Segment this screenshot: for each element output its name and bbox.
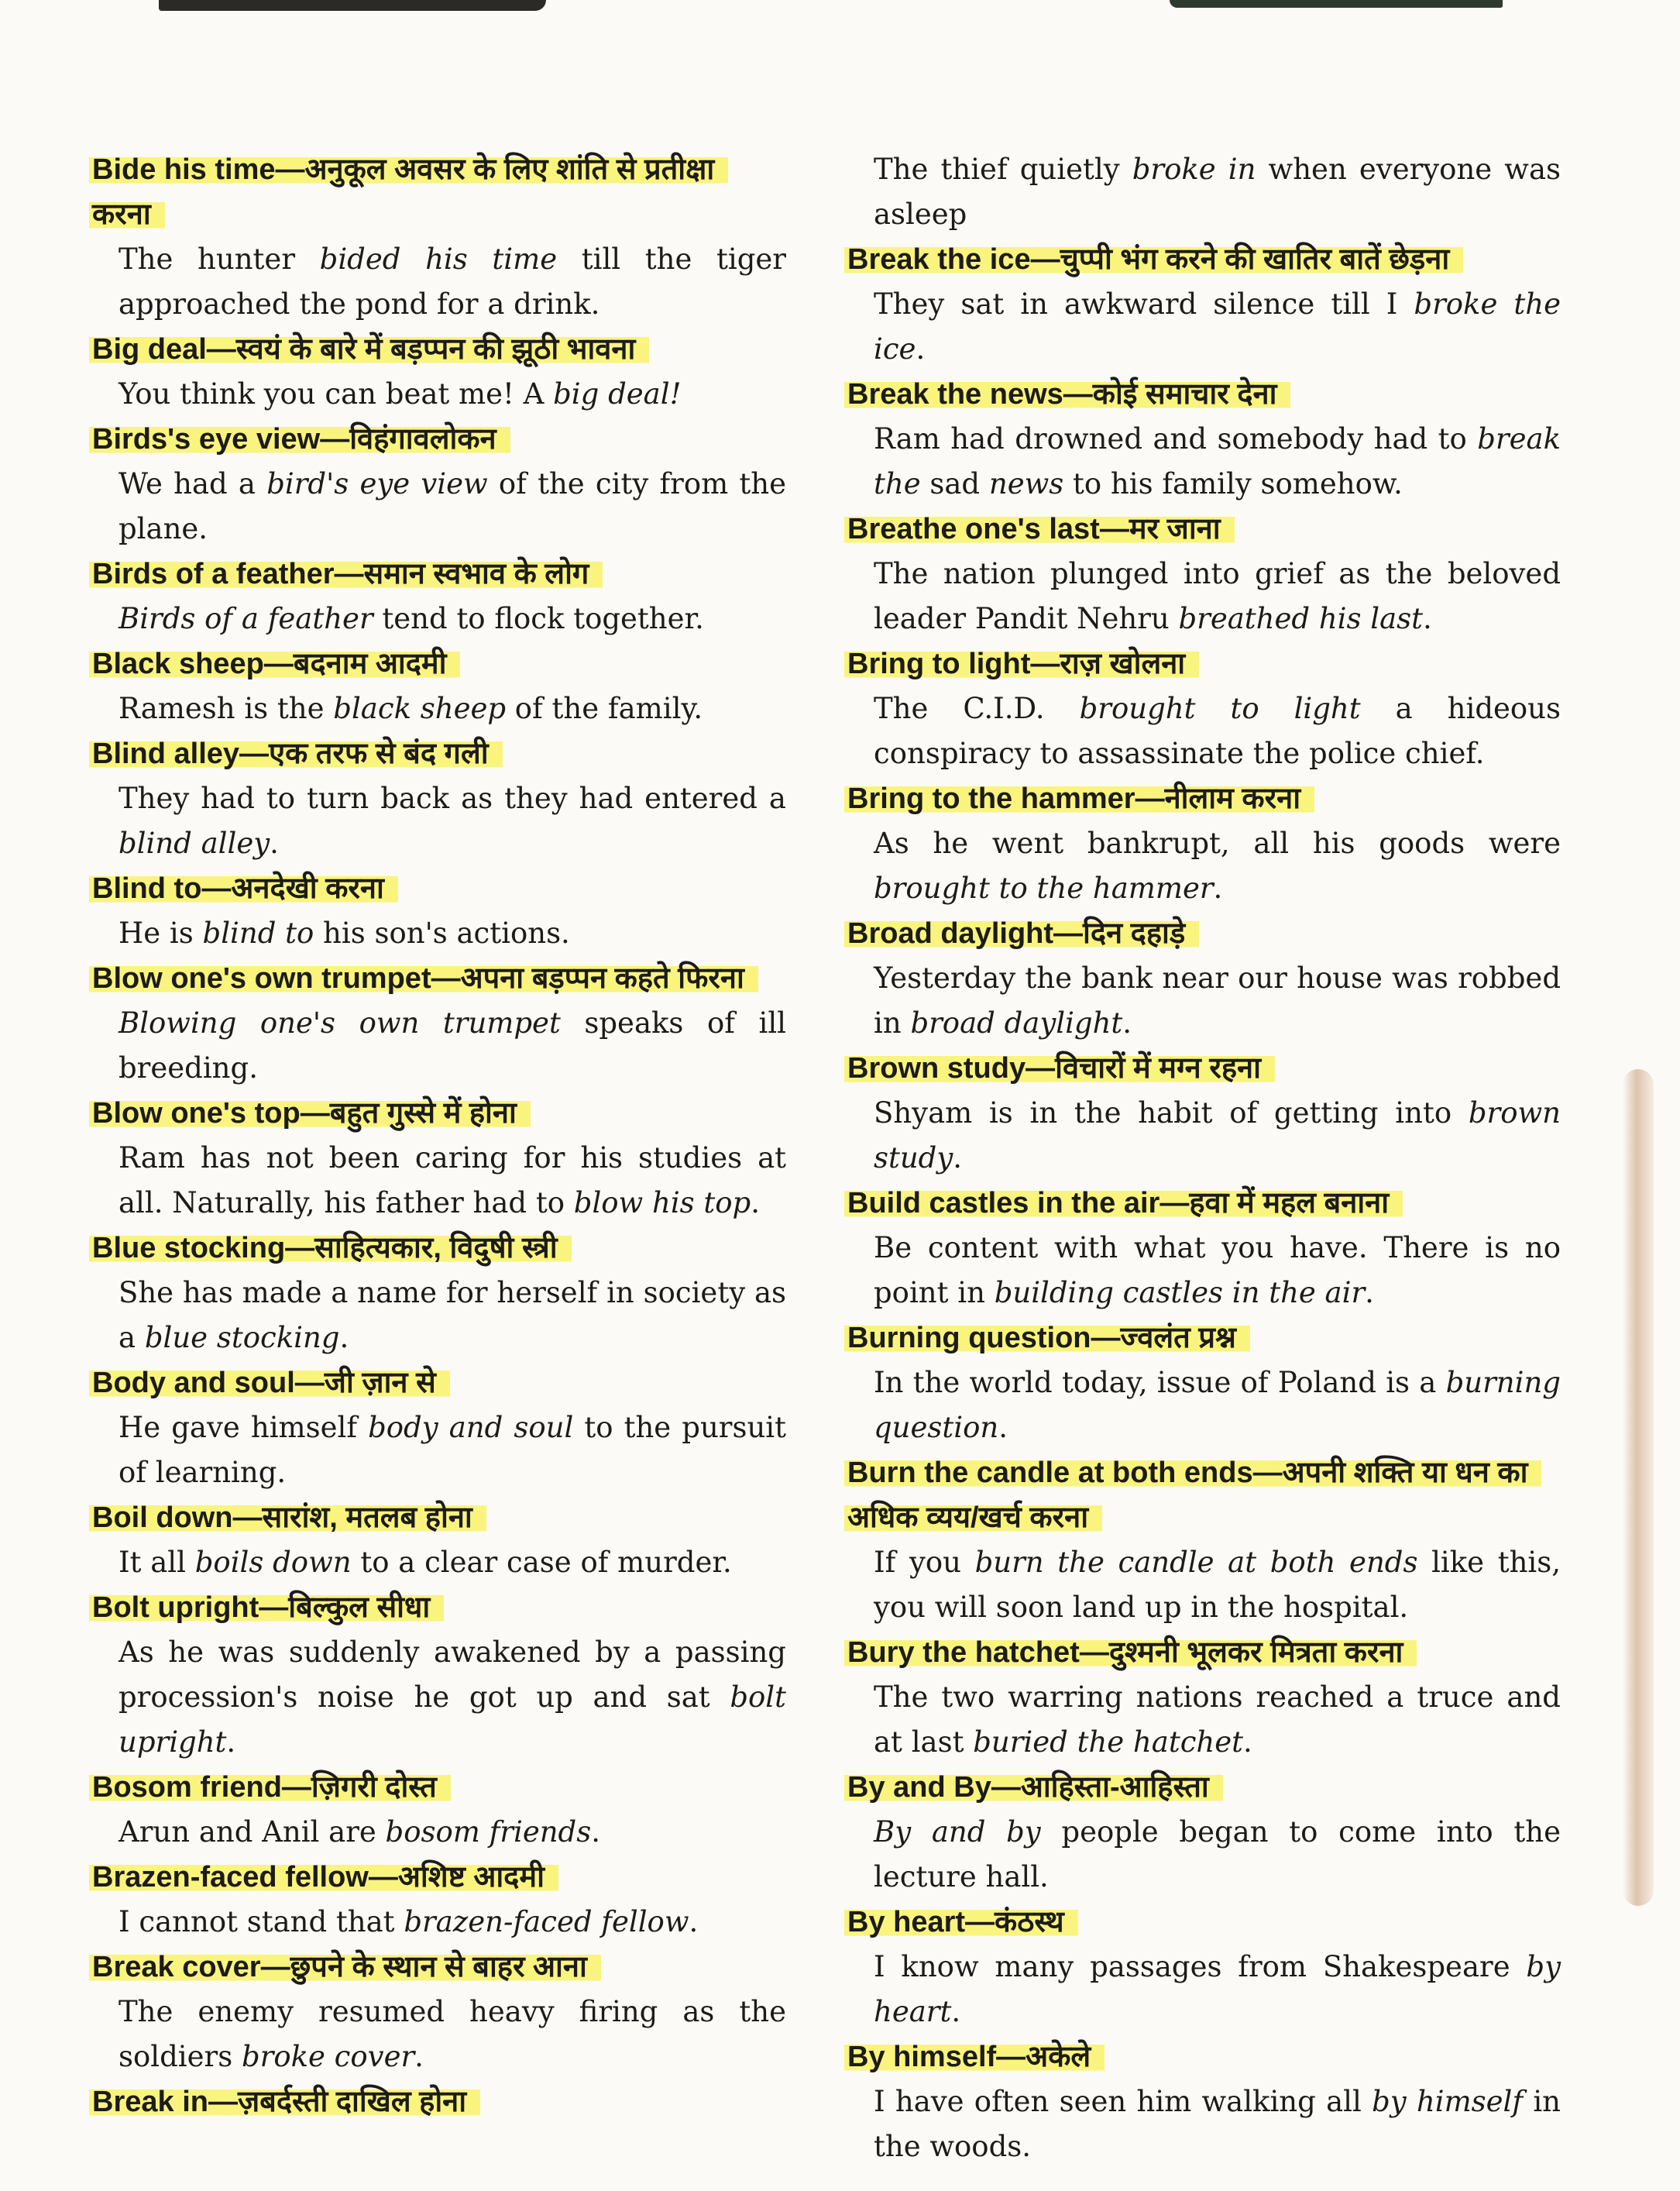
example-text: You think you can beat me! A <box>119 377 554 411</box>
idiom-example <box>119 1630 786 1765</box>
idiom-entry <box>89 1226 786 1360</box>
example-text: . <box>1423 602 1432 635</box>
example-text: of the family. <box>506 692 703 725</box>
example-idiom-text: brazen-faced fellow <box>404 1905 689 1938</box>
idiom-entry <box>89 1091 786 1226</box>
example-idiom-text: By and by <box>874 1815 1041 1849</box>
idiom-entry <box>89 147 786 327</box>
idiom-entry <box>89 641 786 731</box>
example-text: . <box>998 1411 1008 1444</box>
idiom-example <box>874 956 1561 1046</box>
idiom-example <box>119 597 786 641</box>
idiom-entry <box>89 1585 786 1765</box>
example-text: It all <box>119 1546 195 1579</box>
example-text: Ram has not been caring for his studies at all. Naturally, his father had to <box>119 1141 786 1219</box>
idiom-entry <box>89 2079 786 2124</box>
idiom-entry <box>89 866 786 956</box>
example-idiom-text: brought to light <box>1079 692 1361 725</box>
example-text: . <box>1365 1276 1374 1309</box>
example-idiom-text: breathed his last <box>1178 602 1423 635</box>
idiom-example <box>119 1900 786 1945</box>
example-text: He gave himself <box>119 1411 369 1444</box>
example-text: . <box>339 1321 349 1354</box>
idiom-entry <box>844 776 1561 911</box>
example-idiom-text: brought to the hammer <box>874 872 1214 905</box>
idiom-example <box>874 1945 1561 2034</box>
idiom-heading: Blow one's own trumpet—अपना बड़प्पन कहते फिरना <box>89 962 758 995</box>
idiom-example <box>874 417 1561 507</box>
idiom-heading: By heart—कंठस्थ <box>844 1906 1078 1938</box>
idiom-entry <box>89 731 786 866</box>
idiom-entry <box>89 1855 786 1945</box>
idiom-heading: Blow one's top—बहुत गुस्से में होना <box>89 1097 531 1130</box>
example-idiom-text: broke the ice <box>874 287 1561 366</box>
example-text: . <box>916 332 926 366</box>
idiom-heading: Boil down—सारांश, मतलब होना <box>89 1501 486 1534</box>
idiom-example <box>119 1001 786 1091</box>
idiom-example <box>874 821 1561 911</box>
example-text: If you <box>874 1546 975 1579</box>
example-idiom-text: body and soul <box>368 1411 574 1444</box>
example-idiom-text: break the <box>874 422 1561 500</box>
example-text: Arun and Anil are <box>119 1815 386 1849</box>
idiom-example <box>874 1360 1561 1450</box>
idiom-example <box>119 1990 786 2079</box>
example-idiom-text: blind to <box>202 917 314 950</box>
example-idiom-text: by himself <box>1372 2085 1524 2118</box>
example-text: They had to turn back as they had entered a <box>119 782 786 815</box>
idiom-heading: Black sheep—बदनाम आदमी <box>89 648 460 680</box>
idiom-heading: Blind to—अनदेखी करना <box>89 872 398 905</box>
idiom-heading: Burn the candle at both ends—अपनी शक्ति या धन का अधिक व्यय/खर्च करना <box>844 1457 1541 1534</box>
example-text: . <box>953 1141 963 1175</box>
example-text: Shyam is in the habit of getting into <box>874 1096 1469 1130</box>
idiom-example <box>119 462 786 552</box>
example-text: . <box>1213 872 1223 905</box>
example-text: We had a <box>119 467 267 500</box>
example-idiom-text: blow his top <box>573 1186 751 1219</box>
idiom-heading: Break the ice—चुप्पी भंग करने की खातिर बातें छेड़ना <box>844 243 1463 276</box>
example-idiom-text: black sheep <box>333 692 507 725</box>
idiom-example <box>874 552 1561 641</box>
idiom-entry <box>844 1316 1561 1450</box>
idiom-example <box>874 2079 1561 2169</box>
idiom-heading: Break the news—कोई समाचार देना <box>844 378 1290 411</box>
left-column <box>89 147 786 2124</box>
idiom-heading: Big deal—स्वयं के बारे में बड़प्पन की झूठी भावना <box>89 333 649 366</box>
example-text: The enemy resumed heavy firing as the soldiers <box>119 1995 786 2073</box>
example-text: . <box>1243 1725 1252 1759</box>
example-text: As he went bankrupt, all his goods were <box>874 827 1561 860</box>
example-text: . <box>226 1725 236 1759</box>
example-text: his son's actions. <box>314 917 570 950</box>
example-text: The hunter <box>119 242 320 276</box>
example-idiom-text: brown study <box>874 1096 1561 1175</box>
example-idiom-text: by heart <box>874 1950 1561 2028</box>
idiom-heading: Breathe one's last—मर जाना <box>844 513 1235 545</box>
example-idiom-text: bided his time <box>319 242 558 276</box>
example-text: a hideous conspiracy to assassinate the police chief. <box>874 692 1561 770</box>
example-idiom-text: burning question <box>874 1366 1561 1444</box>
idiom-heading: Blind alley—एक तरफ से बंद गली <box>89 738 503 770</box>
example-idiom-text: bird's eye view <box>266 467 488 500</box>
idiom-example <box>119 686 786 731</box>
idiom-entry <box>844 507 1561 641</box>
example-text: . <box>591 1815 600 1849</box>
example-idiom-text: bolt upright <box>119 1680 786 1759</box>
example-text: tend to flock together. <box>373 602 704 635</box>
example-text: till the tiger approached the pond for a drink. <box>119 242 786 321</box>
example-text: Ram had drowned and somebody had to <box>874 422 1478 456</box>
idiom-heading: Bring to the hammer—नीलाम करना <box>844 782 1314 815</box>
idiom-heading: Body and soul—जी ज़ान से <box>89 1367 450 1399</box>
scan-shadow-top-left <box>159 0 546 11</box>
example-idiom-text: broad daylight <box>910 1006 1123 1040</box>
right-column <box>844 147 1561 2169</box>
example-idiom-text: broke cover <box>241 2040 415 2073</box>
idiom-entry <box>89 1495 786 1585</box>
example-text: . <box>1122 1006 1132 1040</box>
example-text: Ramesh is the <box>119 692 334 725</box>
example-text: . <box>414 2040 424 2073</box>
example-text: I cannot stand that <box>119 1905 404 1938</box>
idiom-entry <box>89 1765 786 1855</box>
idiom-example <box>874 147 1561 237</box>
idiom-heading: Bury the hatchet—दुश्मनी भूलकर मित्रता करना <box>844 1636 1417 1669</box>
idiom-example <box>874 686 1561 776</box>
idiom-entry <box>89 327 786 417</box>
idiom-example <box>874 1810 1561 1900</box>
idiom-heading: By and By—आहिस्ता-आहिस्ता <box>844 1771 1223 1804</box>
idiom-entry <box>844 911 1561 1046</box>
idiom-entry <box>844 237 1561 372</box>
idiom-entry <box>844 1181 1561 1316</box>
idiom-example <box>119 1136 786 1226</box>
example-text: . <box>951 1995 961 2028</box>
example-text: They sat in awkward silence till I <box>874 287 1414 321</box>
example-text: to his family somehow. <box>1063 467 1403 500</box>
example-text: speaks of ill breeding. <box>119 1006 786 1085</box>
idiom-entry <box>844 1046 1561 1181</box>
idiom-example <box>119 1810 786 1855</box>
idiom-example <box>119 1540 786 1585</box>
idiom-heading: By himself—अकेले <box>844 2041 1105 2073</box>
idiom-example <box>119 1405 786 1495</box>
example-idiom-text: broke in <box>1132 153 1256 186</box>
idiom-heading: Break in—ज़बर्दस्ती दाखिल होना <box>89 2086 480 2118</box>
example-text: The nation plunged into grief as the beloved leader Pandit Nehru <box>874 557 1561 635</box>
idiom-example <box>874 1675 1561 1765</box>
example-text: when everyone was asleep <box>874 153 1561 231</box>
idiom-entry <box>844 1630 1561 1765</box>
example-text: She has made a name for herself in society as a <box>119 1276 786 1354</box>
example-idiom-text: bosom friends <box>385 1815 592 1849</box>
paper-stain <box>1623 1069 1654 1906</box>
example-idiom-text: burn the candle at both ends <box>974 1546 1418 1579</box>
idiom-entry <box>89 1360 786 1495</box>
example-text: to the pursuit of learning. <box>119 1411 786 1489</box>
idiom-example <box>119 1271 786 1360</box>
idiom-heading: Birds of a feather—समान स्वभाव के लोग <box>89 558 603 590</box>
example-text: like this, you will soon land up in the hospital. <box>874 1546 1561 1624</box>
idiom-heading: Brazen-faced fellow—अशिष्ट आदमी <box>89 1861 558 1893</box>
idiom-heading: Birds's eye view—विहंगावलोकन <box>89 423 510 456</box>
example-idiom-text: news <box>988 467 1064 500</box>
idiom-entry <box>844 641 1561 776</box>
idiom-example <box>119 237 786 327</box>
idiom-entry <box>89 552 786 641</box>
example-text: I know many passages from Shakespeare <box>874 1950 1527 1983</box>
example-idiom-text: boils down <box>194 1546 352 1579</box>
example-text: sad <box>920 467 989 500</box>
example-text: The thief quietly <box>874 153 1132 186</box>
example-idiom-text: blue stocking <box>144 1321 340 1354</box>
example-idiom-text: big deal! <box>553 377 682 411</box>
idiom-entry <box>89 1945 786 2079</box>
idiom-heading: Blue stocking—साहित्यकार, विदुषी स्त्री <box>89 1232 572 1264</box>
idiom-example <box>874 1091 1561 1181</box>
idiom-heading: Burning question—ज्वलंत प्रश्न <box>844 1322 1250 1354</box>
example-text: to a clear case of murder. <box>351 1546 732 1579</box>
example-text: He is <box>119 917 203 950</box>
example-idiom-text: Birds of a feather <box>119 602 373 635</box>
example-text: of the city from the plane. <box>119 467 786 545</box>
idiom-entry <box>89 417 786 552</box>
idiom-heading: Build castles in the air—हवा में महल बनाना <box>844 1187 1403 1219</box>
idiom-entry <box>844 1765 1561 1900</box>
example-text: The C.I.D. <box>874 692 1080 725</box>
idiom-heading: Broad daylight—दिन दहाड़े <box>844 917 1199 950</box>
idiom-example <box>119 911 786 956</box>
idiom-entry <box>844 147 1561 237</box>
idiom-heading: Bring to light—राज़ खोलना <box>844 648 1199 680</box>
scan-shadow-top-right <box>1170 0 1503 8</box>
idiom-example <box>119 776 786 866</box>
example-idiom-text: buried the hatchet <box>973 1725 1244 1759</box>
example-text: . <box>270 827 279 860</box>
example-idiom-text: Blowing one's own trumpet <box>119 1006 561 1040</box>
idiom-entry <box>89 956 786 1091</box>
idiom-example <box>119 372 786 417</box>
idiom-heading: Break cover—छुपने के स्थान से बाहर आना <box>89 1951 601 1983</box>
example-text: Yesterday the bank near our house was robbed in <box>874 961 1561 1040</box>
example-text: people began to come into the lecture hall. <box>874 1815 1561 1893</box>
example-text: Be content with what you have. There is no point in <box>874 1231 1561 1309</box>
example-text: I have often seen him walking all <box>874 2085 1373 2118</box>
example-text: As he was suddenly awakened by a passing procession's noise he got up and sat <box>119 1636 786 1714</box>
idiom-entry <box>844 1450 1561 1630</box>
idiom-entry <box>844 1900 1561 2034</box>
example-text: In the world today, issue of Poland is a <box>874 1366 1446 1399</box>
idiom-heading: Bosom friend—ज़िगरी दोस्त <box>89 1771 451 1804</box>
idiom-entry <box>844 2034 1561 2169</box>
idiom-heading: Bolt upright—बिल्कुल सीधा <box>89 1591 444 1624</box>
example-text: . <box>751 1186 760 1219</box>
idiom-example <box>874 1540 1561 1630</box>
example-idiom-text: blind alley <box>119 827 270 860</box>
example-text: The two warring nations reached a truce and at last <box>874 1680 1561 1759</box>
idiom-heading: Bide his time—अनुकूल अवसर के लिए शांति से प्रतीक्षा करना <box>89 153 728 231</box>
idiom-entry <box>844 372 1561 507</box>
example-text: in the woods. <box>874 2085 1561 2163</box>
idiom-example <box>874 1226 1561 1316</box>
example-text: . <box>689 1905 699 1938</box>
example-idiom-text: building castles in the air <box>994 1276 1366 1309</box>
idiom-example <box>874 282 1561 372</box>
idiom-heading: Brown study—विचारों में मग्न रहना <box>844 1052 1275 1085</box>
